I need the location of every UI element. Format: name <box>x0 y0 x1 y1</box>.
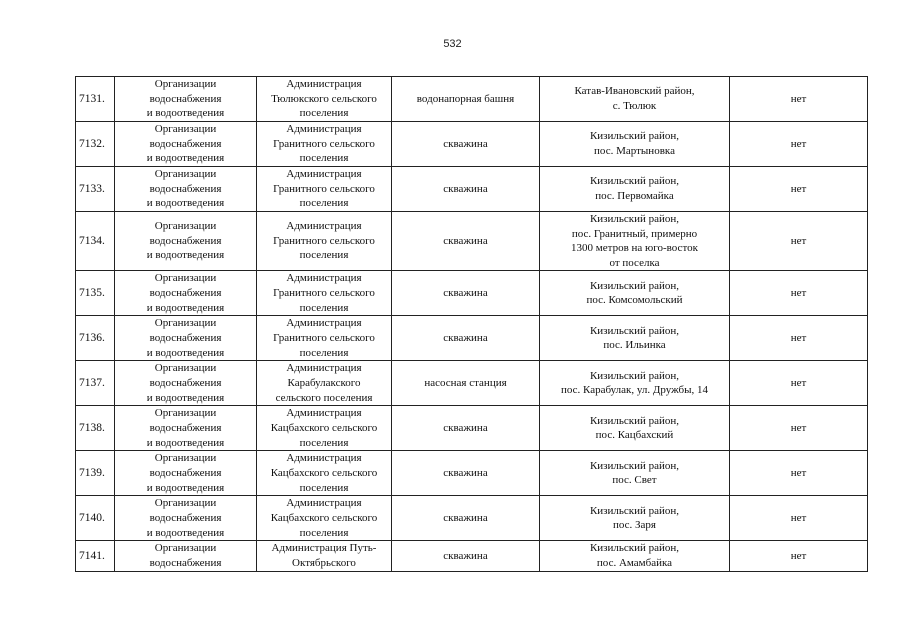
row-number-cell: 7138. <box>76 406 115 451</box>
location-line: пос. Заря <box>613 519 656 532</box>
organization-cell <box>115 77 257 122</box>
location-line: от поселка <box>609 256 660 269</box>
organization-line: и водоотведения <box>146 197 225 210</box>
location-line: пос. Гранитный, примерно <box>571 227 698 240</box>
administration-line: Карабулакского <box>287 377 361 390</box>
administration-cell <box>257 212 392 271</box>
administration-line: Администрация Путь- <box>271 542 377 555</box>
administration-cell <box>257 271 392 316</box>
organization-line: водоснабжения <box>149 467 222 480</box>
location-line: пос. Карабулак, ул. Дружбы, 14 <box>560 384 709 397</box>
location-cell <box>540 406 730 451</box>
administration-cell <box>257 406 392 451</box>
location-line: пос. Свет <box>612 474 657 487</box>
location-cell <box>540 316 730 361</box>
organization-line: и водоотведения <box>146 391 225 404</box>
organization-line: водоснабжения <box>149 422 222 435</box>
location-cell <box>540 361 730 406</box>
table-row <box>76 496 868 541</box>
organization-line: и водоотведения <box>146 107 225 120</box>
organization-cell <box>115 167 257 212</box>
organization-line: и водоотведения <box>146 301 225 314</box>
table-row <box>76 271 868 316</box>
administration-cell <box>257 167 392 212</box>
status-cell: нет <box>730 122 868 167</box>
location-line: Кизильский район, <box>589 175 680 188</box>
administration-line: Гранитного сельского <box>273 287 375 300</box>
object-type-line: скважина <box>443 332 488 345</box>
location-cell <box>540 212 730 271</box>
administration-line: Гранитного сельского <box>273 234 375 247</box>
organization-cell <box>115 496 257 541</box>
organization-line: водоснабжения <box>149 182 222 195</box>
organization-line: Организации <box>154 272 217 285</box>
organization-line: Организации <box>154 123 217 136</box>
organization-line: и водоотведения <box>146 249 225 262</box>
administration-line: поселения <box>299 107 349 120</box>
table-row <box>76 122 868 167</box>
row-number-cell: 7139. <box>76 451 115 496</box>
organization-line: водоснабжения <box>149 234 222 247</box>
location-cell <box>540 77 730 122</box>
administration-line: Гранитного сельского <box>273 137 375 150</box>
status-cell: нет <box>730 77 868 122</box>
administration-line: поселения <box>299 301 349 314</box>
location-line: пос. Комсомольский <box>586 294 683 307</box>
administration-line: Кацбахского сельского <box>270 467 378 480</box>
organization-line: водоснабжения <box>149 512 222 525</box>
administration-line: Кацбахского сельского <box>270 512 378 525</box>
table-row <box>76 77 868 122</box>
administration-line: поселения <box>299 197 349 210</box>
location-line: Кизильский район, <box>589 504 680 517</box>
administration-line: Администрация <box>286 272 362 285</box>
administration-cell <box>257 541 392 571</box>
object-type-line: скважина <box>443 467 488 480</box>
organization-line: водоснабжения <box>149 377 222 390</box>
object-type-cell <box>392 77 540 122</box>
table-row <box>76 361 868 406</box>
location-cell <box>540 167 730 212</box>
organization-cell <box>115 361 257 406</box>
object-type-cell <box>392 271 540 316</box>
administration-line: поселения <box>299 526 349 539</box>
organization-line: Организации <box>154 362 217 375</box>
administration-cell <box>257 496 392 541</box>
status-cell: нет <box>730 271 868 316</box>
administration-line: Администрация <box>286 497 362 510</box>
object-type-cell <box>392 406 540 451</box>
table-row <box>76 212 868 271</box>
table-row <box>76 167 868 212</box>
registry-table-body <box>76 77 868 572</box>
object-type-line: скважина <box>443 422 488 435</box>
administration-line: поселения <box>299 481 349 494</box>
organization-line: Организации <box>154 542 217 555</box>
object-type-line: скважина <box>443 287 488 300</box>
location-cell <box>540 496 730 541</box>
row-number-cell: 7135. <box>76 271 115 316</box>
administration-cell <box>257 77 392 122</box>
administration-line: Администрация <box>286 168 362 181</box>
row-number-cell: 7141. <box>76 541 115 571</box>
location-cell <box>540 271 730 316</box>
status-cell: нет <box>730 316 868 361</box>
object-type-cell <box>392 496 540 541</box>
organization-line: водоснабжения <box>149 137 222 150</box>
organization-cell <box>115 212 257 271</box>
administration-line: Администрация <box>286 407 362 420</box>
organization-line: и водоотведения <box>146 436 225 449</box>
location-line: пос. Амамбайка <box>596 556 673 569</box>
organization-line: водоснабжения <box>149 92 222 105</box>
row-number-cell: 7131. <box>76 77 115 122</box>
row-number-cell: 7140. <box>76 496 115 541</box>
administration-cell <box>257 122 392 167</box>
object-type-cell <box>392 212 540 271</box>
table-row <box>76 451 868 496</box>
location-cell <box>540 541 730 571</box>
row-number-cell: 7136. <box>76 316 115 361</box>
organization-cell <box>115 451 257 496</box>
organization-line: Организации <box>154 407 217 420</box>
administration-line: Администрация <box>286 78 362 91</box>
location-line: Кизильский район, <box>589 130 680 143</box>
location-cell <box>540 122 730 167</box>
organization-cell <box>115 316 257 361</box>
administration-line: Администрация <box>286 317 362 330</box>
organization-cell <box>115 541 257 571</box>
status-cell: нет <box>730 361 868 406</box>
status-cell: нет <box>730 212 868 271</box>
status-cell: нет <box>730 451 868 496</box>
object-type-cell <box>392 122 540 167</box>
object-type-line: водонапорная башня <box>416 92 515 105</box>
administration-cell <box>257 361 392 406</box>
location-line: Кизильский район, <box>589 459 680 472</box>
administration-line: поселения <box>299 152 349 165</box>
administration-line: Октябрьского <box>292 556 356 569</box>
table-row <box>76 316 868 361</box>
location-line: Катав-Ивановский район, <box>574 85 695 98</box>
organization-line: и водоотведения <box>146 346 225 359</box>
location-line: пос. Ильинка <box>603 339 666 352</box>
administration-cell <box>257 316 392 361</box>
object-type-cell <box>392 541 540 571</box>
organization-line: водоснабжения <box>149 556 222 569</box>
administration-line: поселения <box>299 346 349 359</box>
organization-cell <box>115 122 257 167</box>
object-type-line: скважина <box>443 549 488 562</box>
administration-line: Администрация <box>286 452 362 465</box>
organization-line: и водоотведения <box>146 481 225 494</box>
location-line: Кизильский район, <box>589 369 680 382</box>
location-line: Кизильский район, <box>589 213 680 225</box>
organization-cell <box>115 406 257 451</box>
administration-line: сельского поселения <box>275 391 373 404</box>
status-cell: нет <box>730 541 868 571</box>
object-type-cell <box>392 451 540 496</box>
administration-line: поселения <box>299 436 349 449</box>
administration-line: Гранитного сельского <box>273 182 375 195</box>
object-type-cell <box>392 167 540 212</box>
location-line: пос. Кацбахский <box>595 429 674 442</box>
administration-line: Тюлюкского сельского <box>271 92 377 105</box>
location-line: пос. Мартыновка <box>594 145 675 157</box>
object-type-line: скважина <box>443 137 488 150</box>
object-type-cell <box>392 361 540 406</box>
administration-line: Администрация <box>286 362 362 375</box>
object-type-line: скважина <box>443 512 488 525</box>
organization-line: Организации <box>154 78 217 91</box>
row-number-cell: 7132. <box>76 122 115 167</box>
administration-line: Гранитного сельского <box>273 332 375 345</box>
row-number-cell: 7137. <box>76 361 115 406</box>
status-cell: нет <box>730 496 868 541</box>
administration-cell <box>257 451 392 496</box>
location-cell <box>540 451 730 496</box>
organization-line: Организации <box>154 220 217 233</box>
organization-line: и водоотведения <box>146 526 225 539</box>
organization-line: водоснабжения <box>149 287 222 300</box>
location-line: Кизильский район, <box>589 542 680 555</box>
object-type-line: насосная станция <box>424 377 507 390</box>
location-line: пос. Первомайка <box>595 190 674 202</box>
administration-line: Кацбахского сельского <box>270 422 378 435</box>
organization-line: Организации <box>154 317 217 330</box>
location-line: Кизильский район, <box>589 279 680 292</box>
object-type-line: скважина <box>443 234 488 247</box>
registry-table <box>75 76 868 572</box>
organization-cell <box>115 271 257 316</box>
organization-line: водоснабжения <box>149 332 222 345</box>
object-type-cell <box>392 316 540 361</box>
page-number: 532 <box>443 38 462 50</box>
table-row <box>76 541 868 571</box>
location-line: с. Тюлюк <box>612 100 657 112</box>
status-cell: нет <box>730 406 868 451</box>
organization-line: Организации <box>154 168 217 181</box>
table-row <box>76 406 868 451</box>
row-number-cell: 7134. <box>76 212 115 271</box>
organization-line: Организации <box>154 452 217 465</box>
location-line: 1300 метров на юго-восток <box>571 242 698 255</box>
status-cell: нет <box>730 167 868 212</box>
administration-line: Администрация <box>286 123 362 136</box>
location-line: Кизильский район, <box>589 414 680 427</box>
object-type-line: скважина <box>443 182 488 195</box>
row-number-cell: 7133. <box>76 167 115 212</box>
location-line: Кизильский район, <box>589 324 680 337</box>
organization-line: и водоотведения <box>146 152 225 165</box>
organization-line: Организации <box>154 497 217 510</box>
administration-line: поселения <box>299 249 349 262</box>
administration-line: Администрация <box>286 220 362 233</box>
